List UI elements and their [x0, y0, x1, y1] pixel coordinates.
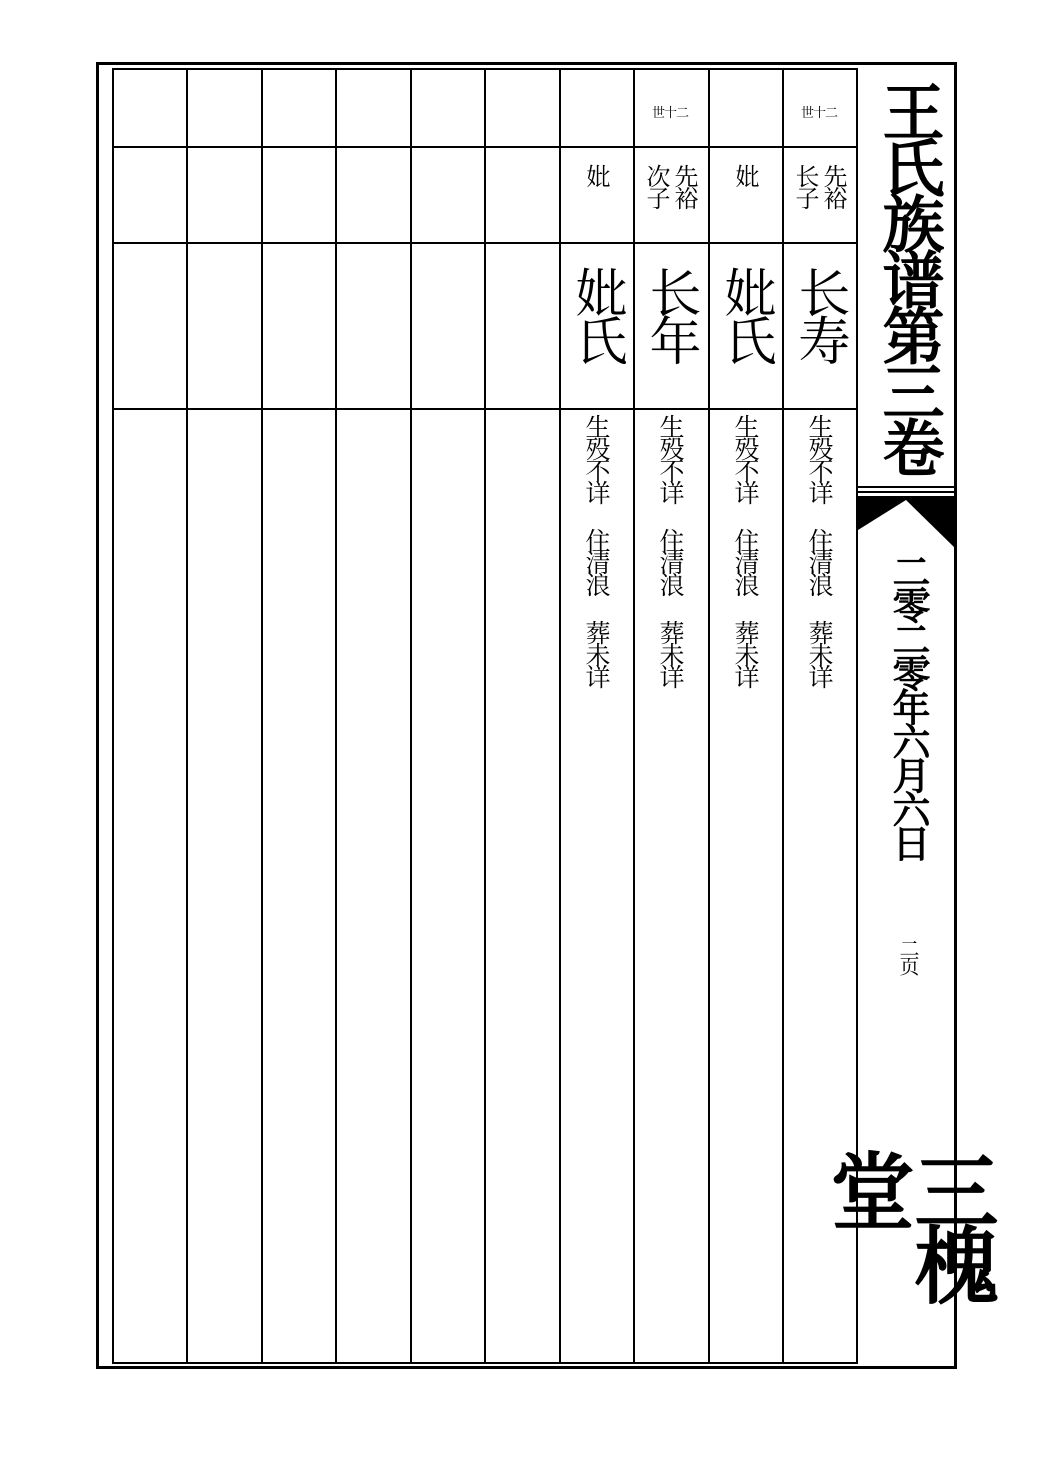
relation-cell	[708, 164, 782, 186]
column-divider	[261, 68, 263, 1362]
generation-label: 世十二	[800, 106, 837, 121]
book-title	[868, 80, 948, 472]
spine-rule	[858, 491, 955, 493]
column-divider	[484, 68, 486, 1362]
info-cell	[708, 414, 782, 686]
name-cell	[559, 266, 633, 362]
genealogy-grid	[112, 68, 858, 1364]
person-name: 长年	[640, 266, 700, 362]
birth-death: 生殁不详	[731, 414, 760, 502]
birth-death: 生殁不详	[582, 414, 611, 502]
compile-date-text: 二零二零年六月六日	[886, 552, 931, 858]
name-cell	[782, 266, 856, 362]
page-number	[870, 938, 946, 974]
info-text	[583, 414, 609, 686]
relation-cell	[633, 164, 707, 208]
page-number-text: 二页	[896, 938, 920, 974]
person-column	[708, 68, 782, 1362]
relation-text: 先裕	[670, 164, 698, 208]
residence: 住清浪	[731, 528, 760, 594]
birth-death: 生殁不详	[805, 414, 834, 502]
info-cell	[782, 414, 856, 686]
column-divider	[335, 68, 337, 1362]
relation-cell	[559, 164, 633, 186]
generation-label: 世十二	[651, 106, 688, 121]
burial: 葬未详	[731, 620, 760, 686]
person-column	[633, 68, 707, 1362]
residence: 住清浪	[805, 528, 834, 594]
info-text	[657, 414, 683, 686]
person-name: 妣氏	[566, 266, 626, 362]
info-text	[806, 414, 832, 686]
residence: 住清浪	[582, 528, 611, 594]
residence: 住清浪	[656, 528, 685, 594]
column-divider	[186, 68, 188, 1362]
spine-rule	[858, 486, 955, 488]
info-text	[732, 414, 758, 686]
relation-text: 妣	[582, 164, 610, 186]
burial: 葬未详	[582, 620, 611, 686]
relation-text: 先裕	[819, 164, 847, 208]
fish-tail-ornament	[858, 496, 955, 548]
person-column	[559, 68, 633, 1362]
info-cell	[633, 414, 707, 686]
relation-text: 妣	[731, 164, 759, 186]
hall-name	[817, 1148, 1000, 1362]
compile-date	[870, 552, 946, 858]
column-divider	[410, 68, 412, 1362]
relation-text: 次子	[642, 164, 670, 208]
relation-text: 长子	[791, 164, 819, 208]
burial: 葬未详	[656, 620, 685, 686]
name-cell	[633, 266, 707, 362]
person-name: 妣氏	[715, 266, 775, 362]
relation-cell	[782, 164, 856, 208]
birth-death: 生殁不详	[656, 414, 685, 502]
person-name: 长寿	[789, 266, 849, 362]
book-title-text: 王氏族谱第三卷	[872, 80, 945, 472]
info-cell	[559, 414, 633, 686]
hall-name-text: 三槐堂	[817, 1148, 1000, 1296]
name-cell	[708, 266, 782, 362]
burial: 葬未详	[805, 620, 834, 686]
